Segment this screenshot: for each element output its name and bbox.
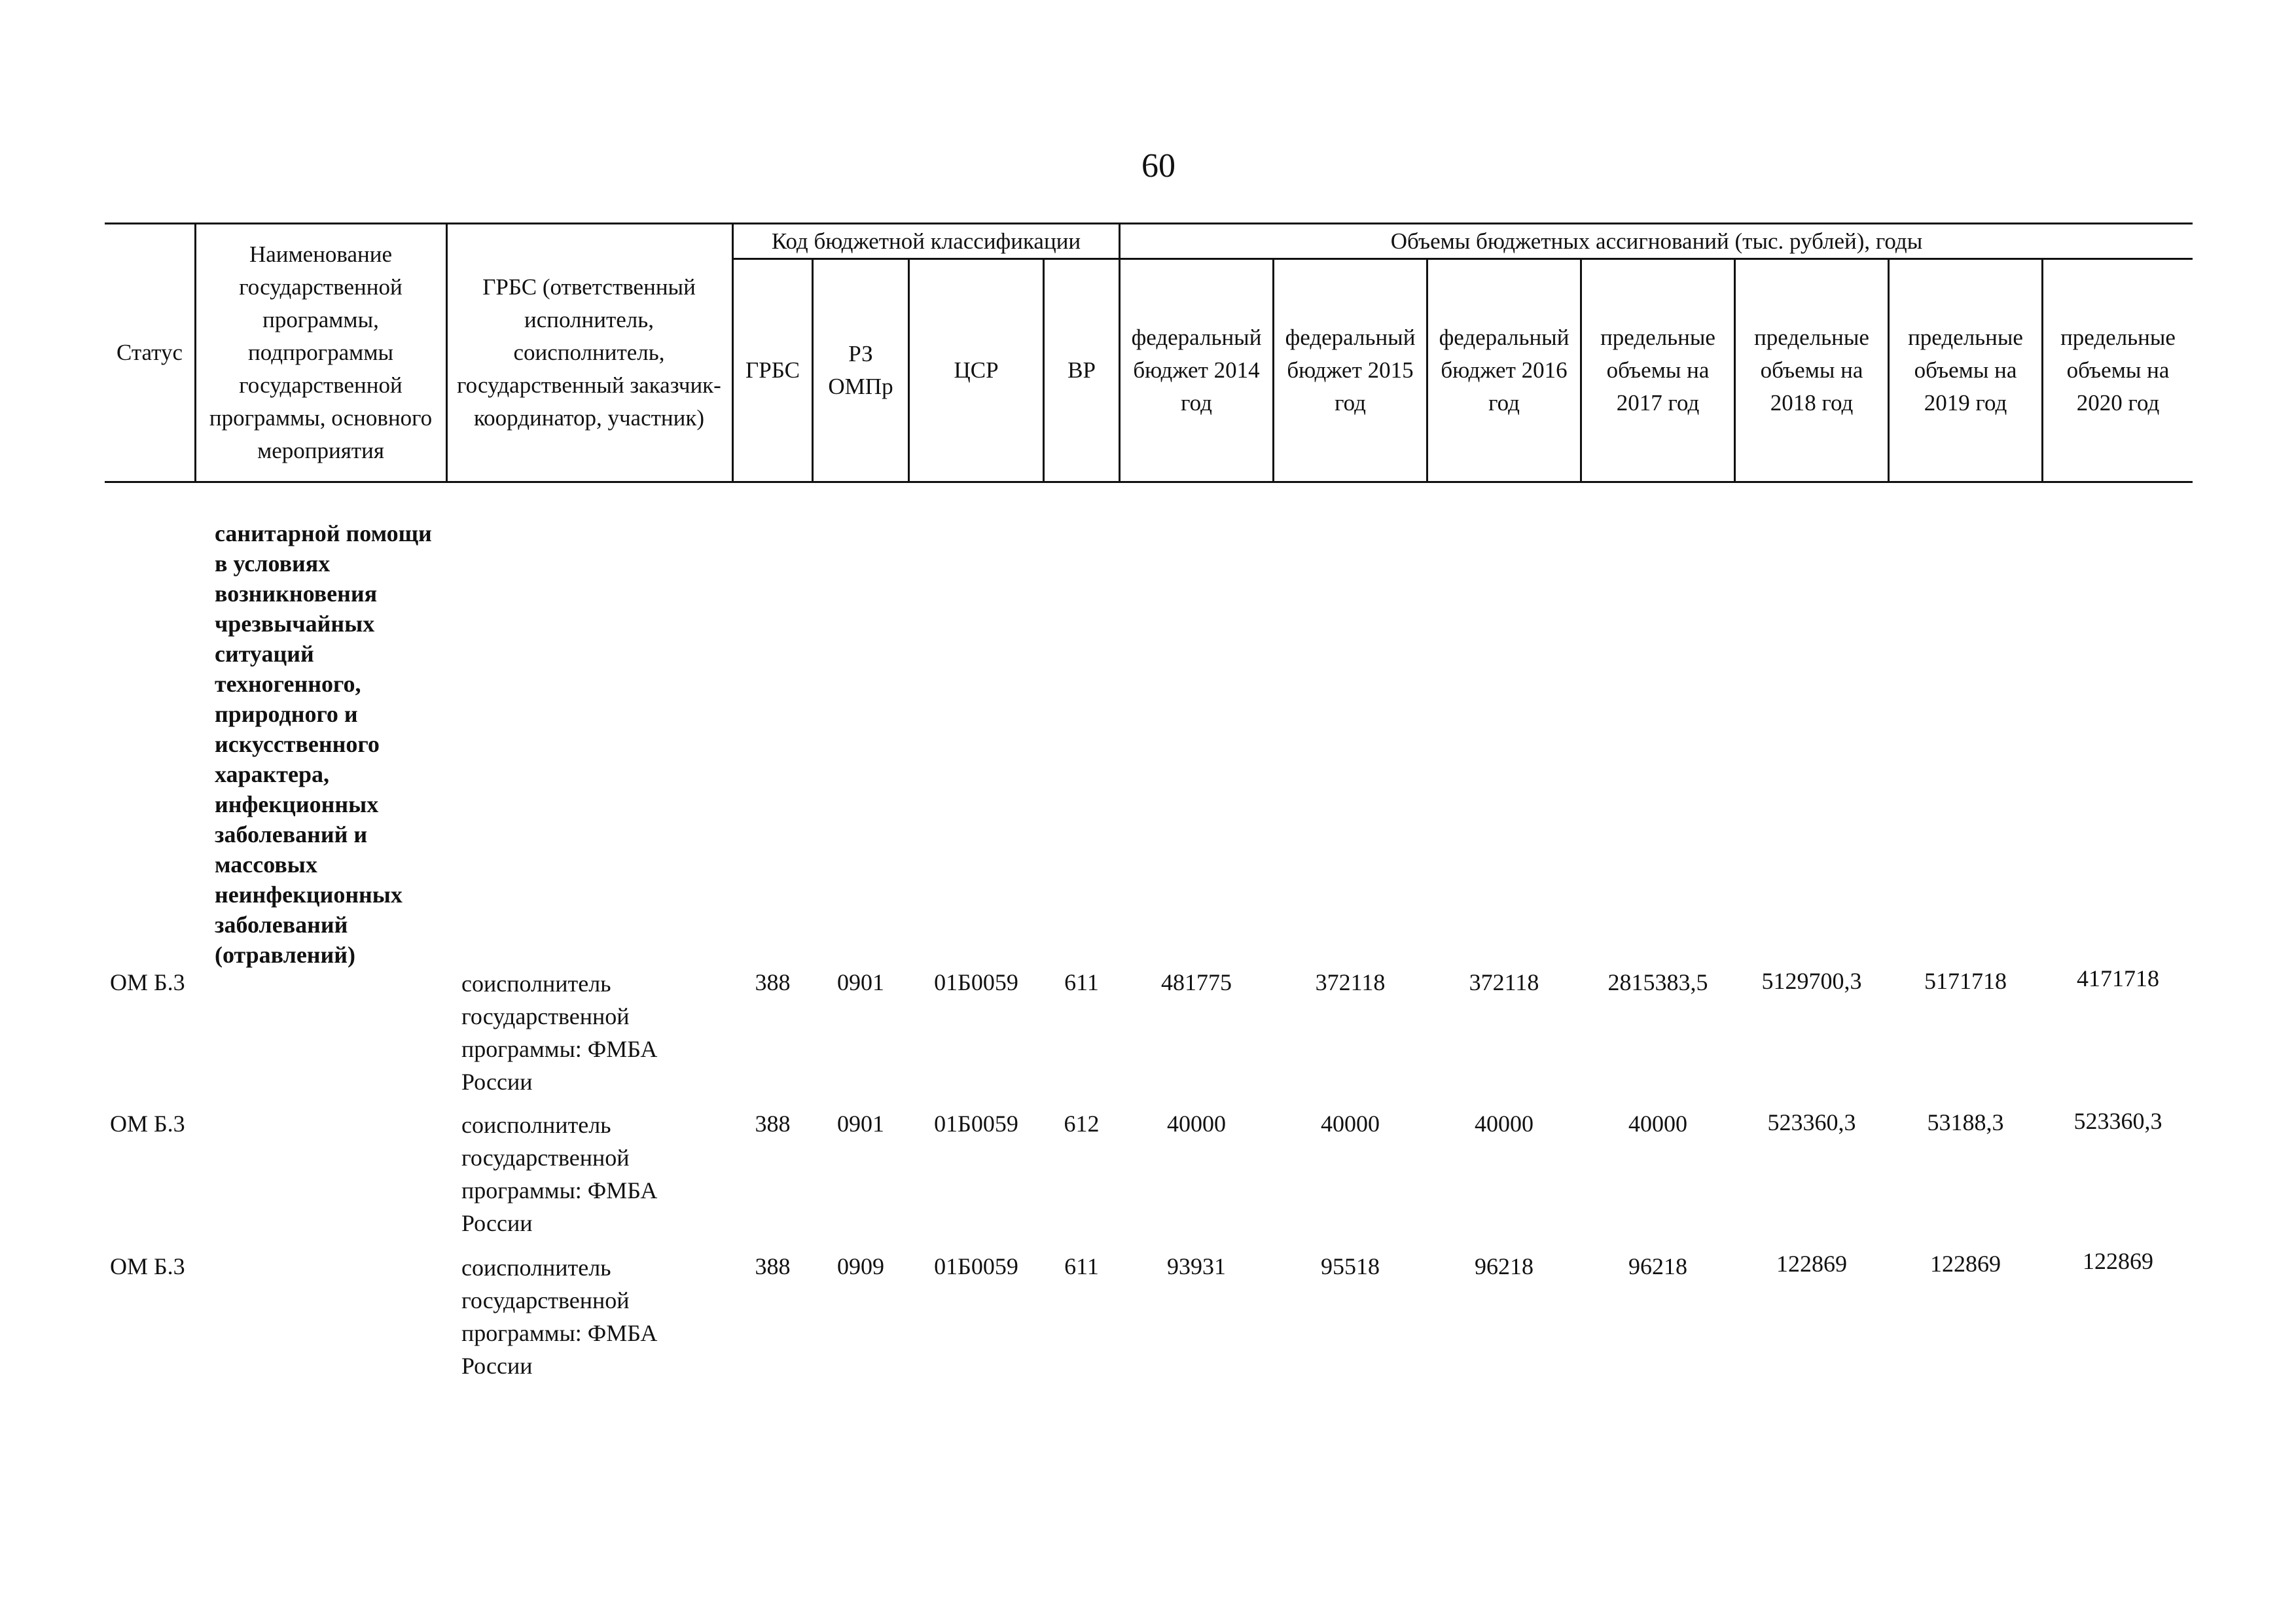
row-value-2017: 96218: [1628, 1253, 1687, 1279]
row-value-2015: 40000: [1321, 1111, 1380, 1137]
row-value-2014: 481775: [1161, 969, 1232, 995]
row-executor: соисполнитель государственной программы: ФМБА России: [461, 1112, 658, 1236]
header-year-2020: предельные объемы на 2020 год: [2060, 325, 2176, 416]
program-name-continuation: санитарной помощи в условиях возникновения чрезвычайных ситуаций техногенного, природного и искусственного характера, инфекционных заболеваний и массовых неинфекционных заболеваний (отравлений): [215, 520, 432, 968]
row-csr: 01Б0059: [934, 1253, 1018, 1279]
header-bottom-rule: [105, 481, 2193, 483]
col-divider: [194, 223, 196, 483]
header-grbs-description: ГРБС (ответственный исполнитель, соисполнитель, государственный заказчик-координатор, участник): [457, 274, 721, 431]
row-value-2018: 523360,3: [1767, 1109, 1856, 1135]
row-value-2018: 122869: [1776, 1251, 1847, 1277]
header-rz-ompr: РЗ ОМПр: [828, 341, 893, 399]
header-program-name: Наименование государственной программы, подпрограммы государственной программы, основного мероприятия: [209, 241, 433, 463]
header-year-2014: федеральный бюджет 2014 год: [1131, 325, 1262, 416]
row-executor: соисполнитель государственной программы: ФМБА России: [461, 971, 658, 1095]
header-year-2015: федеральный бюджет 2015 год: [1285, 325, 1416, 416]
row-value-2019: 5171718: [1924, 968, 2007, 994]
row-value-2018: 5129700,3: [1761, 968, 1862, 994]
row-vr: 612: [1064, 1111, 1100, 1137]
row-value-2020: 122869: [2083, 1248, 2153, 1274]
row-rz-ompr: 0901: [837, 1111, 884, 1137]
row-rz-ompr: 0901: [837, 969, 884, 995]
row-value-2019: 53188,3: [1927, 1109, 2004, 1135]
row-rz-ompr: 0909: [837, 1253, 884, 1279]
row-value-2016: 40000: [1475, 1111, 1534, 1137]
row-value-2016: 372118: [1469, 969, 1539, 995]
row-value-2020: 4171718: [2077, 965, 2159, 991]
row-value-2016: 96218: [1475, 1253, 1534, 1279]
row-csr: 01Б0059: [934, 1111, 1018, 1137]
row-value-2017: 2815383,5: [1607, 969, 1708, 995]
header-csr: ЦСР: [954, 357, 999, 383]
header-budget-volume-group: Объемы бюджетных ассигнований (тыс. рублей), годы: [1390, 228, 1923, 254]
col-divider: [446, 223, 448, 483]
header-year-2018: предельные объемы на 2018 год: [1754, 325, 1869, 416]
row-grbs: 388: [755, 1111, 791, 1137]
row-status: ОМ Б.3: [110, 969, 185, 995]
row-value-2017: 40000: [1628, 1111, 1687, 1137]
row-value-2014: 93931: [1167, 1253, 1226, 1279]
row-csr: 01Б0059: [934, 969, 1018, 995]
row-grbs: 388: [755, 1253, 791, 1279]
header-vr: ВР: [1067, 357, 1096, 383]
header-year-2016: федеральный бюджет 2016 год: [1439, 325, 1570, 416]
row-value-2015: 372118: [1315, 969, 1386, 995]
row-value-2015: 95518: [1321, 1253, 1380, 1279]
row-status: ОМ Б.3: [110, 1253, 185, 1279]
row-vr: 611: [1064, 969, 1099, 995]
row-executor: соисполнитель государственной программы: ФМБА России: [461, 1255, 658, 1379]
header-year-2019: предельные объемы на 2019 год: [1908, 325, 2023, 416]
row-vr: 611: [1064, 1253, 1099, 1279]
row-value-2014: 40000: [1167, 1111, 1226, 1137]
row-value-2020: 523360,3: [2073, 1108, 2162, 1134]
header-budget-code-group: Код бюджетной классификации: [771, 228, 1081, 254]
page-number: 60: [1141, 147, 1175, 185]
row-grbs: 388: [755, 969, 791, 995]
header-year-2017: предельные объемы на 2017 год: [1600, 325, 1715, 416]
row-value-2019: 122869: [1930, 1251, 2001, 1277]
header-grbs: ГРБС: [745, 357, 800, 383]
row-status: ОМ Б.3: [110, 1111, 185, 1137]
header-status: Статус: [116, 340, 183, 365]
